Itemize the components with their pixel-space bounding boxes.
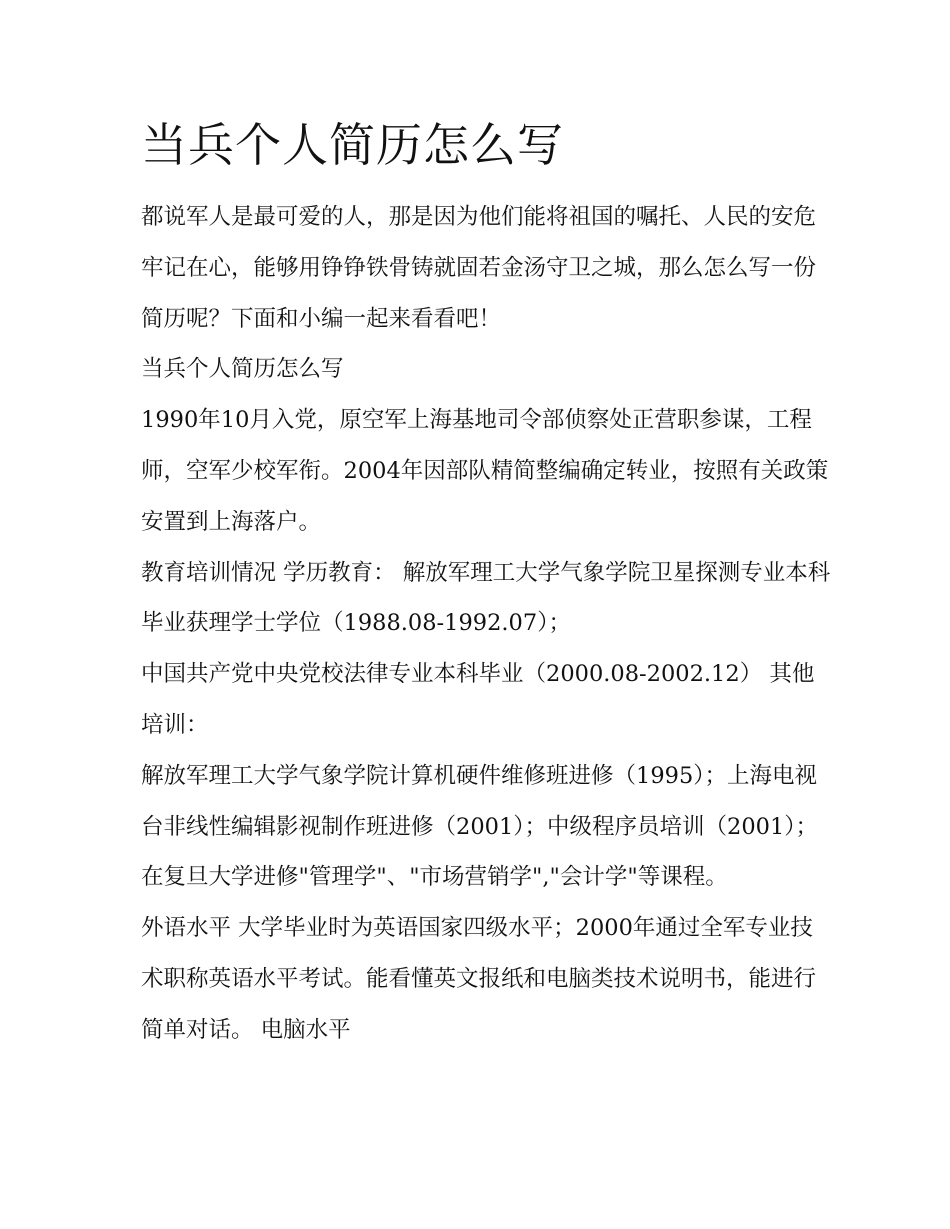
section-heading: 当兵个人简历怎么写 <box>141 356 344 383</box>
document-title: 当兵个人简历怎么写 <box>141 118 564 172</box>
party-career-paragraph: 1990年10月入党，原空军上海基地司令部侦察处正营职参谋，工程师，空军少校军衔。2004年因部队精简整编确定转业，按照有关政策安置到上海落户。 <box>141 407 829 535</box>
education-paragraph: 教育培训情况 学历教育： 解放军理工大学气象学院卫星探测专业本科毕业获理学士学位（1988.08-1992.07）； <box>141 559 831 637</box>
document-page <box>141 112 831 1056</box>
intro-paragraph: 都说军人是最可爱的人，那是因为他们能将祖国的嘱托、人民的安危牢记在心，能够用铮铮铁骨铸就固若金汤守卫之城，那么怎么写一份简历呢？下面和小编一起来看看吧！ <box>141 204 817 332</box>
party-school-paragraph: 中国共产党中央党校法律专业本科毕业（2000.08-2002.12） 其他培训： <box>141 661 815 738</box>
training-paragraph: 解放军理工大学气象学院计算机硬件维修班进修（1995）；上海电视台非线性编辑影视制作班进修（2001）；中级程序员培训（2001）；在复旦大学进修"管理学"、"市场营销学","会计学"等课程。 <box>141 762 819 891</box>
language-paragraph: 外语水平 大学毕业时为英语国家四级水平；2000年通过全军专业技术职称英语水平考试。能看懂英文报纸和电脑类技术说明书，能进行简单对话。 电脑水平 <box>141 915 817 1043</box>
